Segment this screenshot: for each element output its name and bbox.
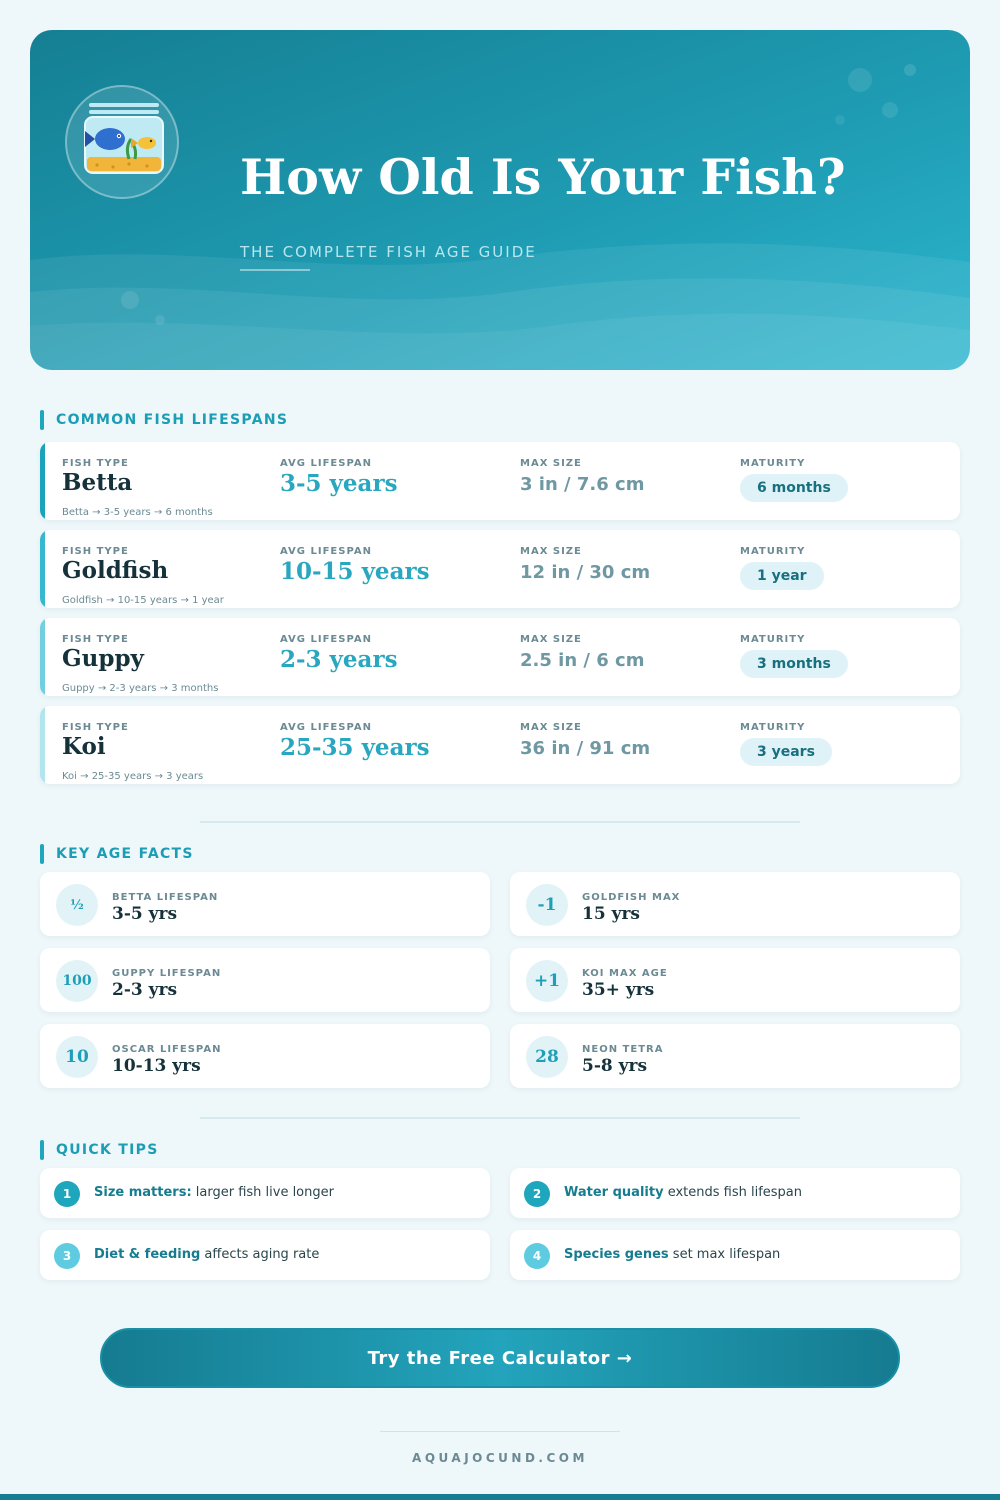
tip-text: [94, 1247, 319, 1262]
tip-bold: Size matters:: [94, 1185, 192, 1200]
fish-name: Guppy: [62, 645, 144, 672]
fish-name: Betta: [62, 469, 133, 496]
fact-value: 10-13 yrs: [112, 1056, 201, 1076]
maturity-label: MATURITY: [740, 546, 806, 557]
tip-text: [564, 1247, 780, 1262]
fact-badge: 10: [56, 1036, 98, 1078]
tip-number: 4: [524, 1243, 550, 1269]
lifespan-row-goldfish: [40, 530, 960, 608]
fish-lifespan: 2-3 years: [280, 646, 398, 673]
tip-rest: larger fish live longer: [191, 1185, 334, 1200]
page-subtitle: THE COMPLETE FISH AGE GUIDE: [240, 243, 537, 261]
facts-heading: [40, 844, 194, 864]
row-summary: Guppy → 2-3 years → 3 months: [62, 683, 219, 694]
maturity-badge: 3 years: [740, 738, 832, 766]
footer-divider: [380, 1431, 620, 1432]
maturity-label: MATURITY: [740, 722, 806, 733]
tip-number: 2: [524, 1181, 550, 1207]
max-size-label: MAX SIZE: [520, 634, 582, 645]
section-divider: [200, 821, 800, 823]
fact-card-goldfish: [510, 872, 960, 936]
fact-label: KOI MAX AGE: [582, 968, 668, 979]
lifespan-label: AVG LIFESPAN: [280, 634, 372, 645]
tip-rest: set max lifespan: [668, 1247, 781, 1262]
fact-badge: +1: [526, 960, 568, 1002]
footer-site-link[interactable]: AQUAJOCUND.COM: [412, 1451, 588, 1465]
fact-badge: ½: [56, 884, 98, 926]
fish-max-size: 2.5 in / 6 cm: [520, 650, 645, 671]
fact-value: 3-5 yrs: [112, 904, 178, 924]
facts-heading-text: KEY AGE FACTS: [56, 846, 194, 862]
lifespan-label: AVG LIFESPAN: [280, 546, 372, 557]
tip-rest: affects aging rate: [200, 1247, 320, 1262]
fish-name: Goldfish: [62, 557, 169, 584]
calculator-cta-button[interactable]: Try the Free Calculator →: [100, 1328, 900, 1388]
maturity-badge: 3 months: [740, 650, 848, 678]
fact-label: GOLDFISH MAX: [582, 892, 681, 903]
section-divider: [200, 1117, 800, 1119]
maturity-badge: 1 year: [740, 562, 824, 590]
tip-text: [564, 1185, 802, 1200]
tips-heading: [40, 1140, 159, 1160]
fact-value: 2-3 yrs: [112, 980, 178, 1000]
heading-accent-bar: [40, 1140, 44, 1160]
max-size-label: MAX SIZE: [520, 546, 582, 557]
tip-card-2: [510, 1168, 960, 1218]
row-summary: Koi → 25-35 years → 3 years: [62, 771, 204, 782]
lifespan-row-koi: [40, 706, 960, 784]
tip-number: 1: [54, 1181, 80, 1207]
fish-type-label: FISH TYPE: [62, 546, 129, 557]
fish-lifespan: 3-5 years: [280, 470, 398, 497]
fish-max-size: 36 in / 91 cm: [520, 738, 651, 759]
fish-name: Koi: [62, 733, 106, 760]
tip-card-4: [510, 1230, 960, 1280]
row-accent: [40, 530, 45, 608]
fact-badge: -1: [526, 884, 568, 926]
lifespans-heading: [40, 410, 288, 430]
fact-card-betta: [40, 872, 490, 936]
fact-value: 15 yrs: [582, 904, 640, 924]
fish-lifespan: 25-35 years: [280, 734, 430, 761]
subtitle-underline: [240, 269, 310, 271]
lifespan-row-betta: [40, 442, 960, 520]
fact-label: NEON TETRA: [582, 1044, 664, 1055]
tip-card-3: [40, 1230, 490, 1280]
lifespans-heading-text: COMMON FISH LIFESPANS: [56, 412, 289, 428]
max-size-label: MAX SIZE: [520, 722, 582, 733]
row-summary: Goldfish → 10-15 years → 1 year: [62, 595, 224, 606]
fish-max-size: 12 in / 30 cm: [520, 562, 651, 583]
tip-bold: Diet & feeding: [94, 1247, 201, 1262]
fish-lifespan: 10-15 years: [280, 558, 430, 585]
row-accent: [40, 442, 45, 520]
maturity-badge: 6 months: [740, 474, 848, 502]
fish-type-label: FISH TYPE: [62, 722, 129, 733]
bottom-accent-bar: [0, 1494, 1000, 1500]
page-title: How Old Is Your Fish?: [240, 148, 846, 206]
fact-label: BETTA LIFESPAN: [112, 892, 219, 903]
fact-card-guppy: [40, 948, 490, 1012]
fact-value: 35+ yrs: [582, 980, 655, 1000]
tips-heading-text: QUICK TIPS: [56, 1142, 159, 1158]
row-accent: [40, 706, 45, 784]
fact-label: OSCAR LIFESPAN: [112, 1044, 222, 1055]
fact-card-oscar: [40, 1024, 490, 1088]
fish-tank-icon: [65, 85, 179, 199]
row-accent: [40, 618, 45, 696]
lifespan-label: AVG LIFESPAN: [280, 722, 372, 733]
fact-card-neon-tetra: [510, 1024, 960, 1088]
tip-bold: Species genes: [564, 1247, 669, 1262]
tip-number: 3: [54, 1243, 80, 1269]
hero-banner: [30, 30, 970, 370]
fact-value: 5-8 yrs: [582, 1056, 648, 1076]
tip-bold: Water quality: [564, 1185, 664, 1200]
fact-badge: 100: [56, 960, 98, 1002]
fact-label: GUPPY LIFESPAN: [112, 968, 222, 979]
max-size-label: MAX SIZE: [520, 458, 582, 469]
fact-badge: 28: [526, 1036, 568, 1078]
tip-card-1: [40, 1168, 490, 1218]
tip-text: [94, 1185, 334, 1200]
maturity-label: MATURITY: [740, 634, 806, 645]
fish-type-label: FISH TYPE: [62, 634, 129, 645]
maturity-label: MATURITY: [740, 458, 806, 469]
fish-max-size: 3 in / 7.6 cm: [520, 474, 645, 495]
lifespan-label: AVG LIFESPAN: [280, 458, 372, 469]
fish-type-label: FISH TYPE: [62, 458, 129, 469]
lifespan-row-guppy: [40, 618, 960, 696]
tip-rest: extends fish lifespan: [663, 1185, 803, 1200]
heading-accent-bar: [40, 410, 44, 430]
fact-card-koi: [510, 948, 960, 1012]
row-summary: Betta → 3-5 years → 6 months: [62, 507, 213, 518]
heading-accent-bar: [40, 844, 44, 864]
